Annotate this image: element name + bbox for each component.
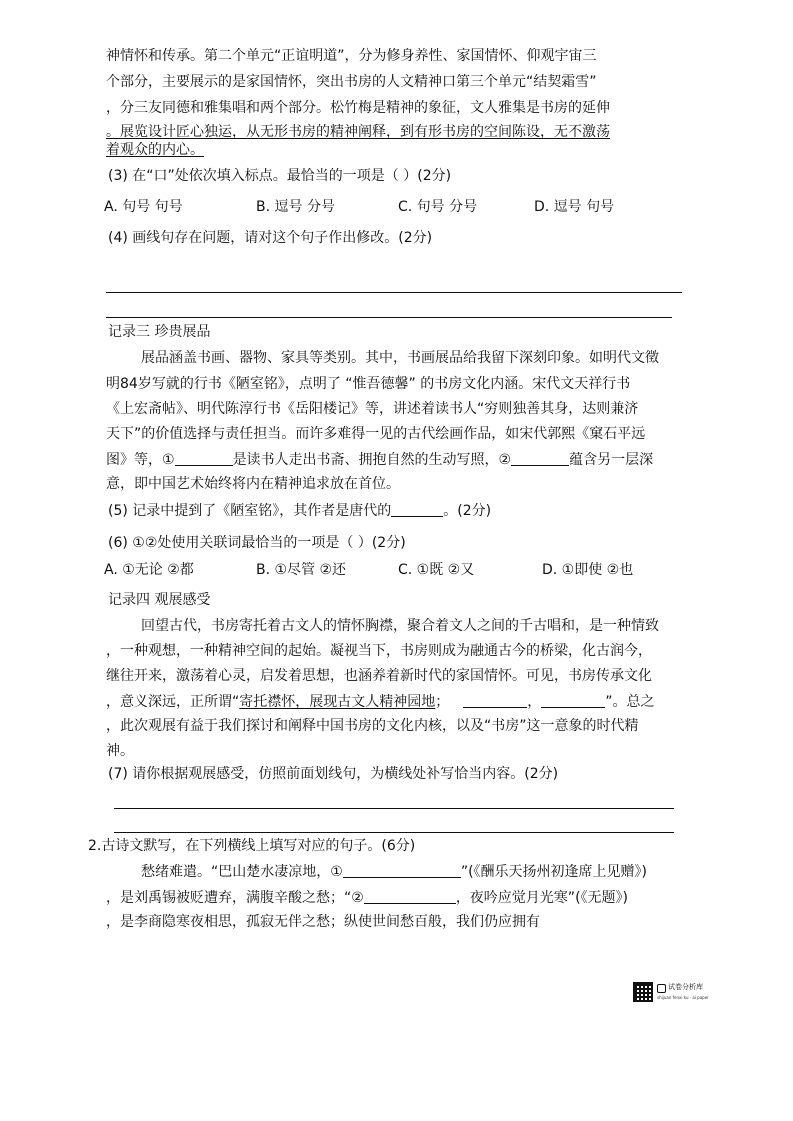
passage-line: 展品涵盖书画、器物、家具等类别。其中，书画展品给我留下深刻印象。如明代文徵	[141, 350, 659, 366]
underlined-sentence-end: 着观众的内心。	[106, 142, 204, 158]
q5-blank[interactable]	[391, 502, 443, 517]
passage-line: 《上宏斋帖》、明代陈淳行书《岳阳楼记》等，讲述着读书人“穷则独善其身，达则兼济	[106, 401, 639, 417]
q6-option-a: A. ①无论 ②都	[104, 562, 194, 578]
fill-blank-1[interactable]	[175, 451, 233, 466]
passage-line: ，分三友同德和雅集唱和两个部分。松竹梅是精神的象征，文人雅集是书房的延伸	[106, 100, 610, 116]
q6-option-b: B. ①尽管 ②还	[256, 562, 347, 578]
semicolon: ；	[435, 694, 450, 710]
q5-score: 。(2分)	[443, 503, 492, 519]
passage-line: ，一种观想，一种精神空间的起始。凝视当下，书房则成为融通古今的桥梁，化古润今，	[106, 643, 652, 659]
answer-line	[114, 808, 674, 809]
comma: ，	[527, 694, 542, 710]
q3-option-b: B. 逗号 分号	[256, 199, 335, 215]
fill-blank-4[interactable]	[541, 693, 605, 708]
passage-line-blanks	[106, 693, 655, 710]
passage-line: ，此次观展有益于我们探讨和阐释中国书房的文化内核，以及“书房”这一意象的时代精	[106, 718, 639, 734]
poetry-line	[106, 889, 628, 906]
quote-open: ，意义深远，正所谓“	[106, 694, 240, 710]
passage-line: 意，即中国艺术始终将内在精神追求放在首位。	[106, 476, 400, 492]
passage-line: 回望古代，书房寄托着古文人的情怀胸襟，聚合着文人之间的千古唱和，是一种情致	[141, 618, 659, 634]
blank-2-prefix: 是读书人走出书斋、拥抱自然的生动写照，②	[232, 452, 512, 468]
question-7: (7) 请你根据观展感受，仿照前面划线句，为横线处补写恰当内容。(2分)	[108, 766, 559, 782]
qr-code-icon	[633, 982, 653, 1002]
answer-line	[106, 317, 672, 318]
logo-icon	[657, 984, 666, 993]
q6-option-d: D. ①即使 ②也	[542, 562, 634, 578]
poem-1-prefix: 愁绪难遣。“巴山楚水凄凉地，①	[141, 864, 343, 880]
poem-2-prefix: ，是刘禹锡被贬遭弃，满腹辛酸之愁；“②	[106, 890, 364, 906]
question-5	[108, 502, 491, 519]
blank-1-prefix: 图》等，①	[106, 452, 175, 468]
answer-line	[106, 292, 682, 293]
record-4-title: 记录四 观展感受	[108, 592, 211, 608]
q3-option-c: C. 句号 分号	[398, 199, 478, 215]
watermark-subtitle: shijuan fenxi ku · ai paper	[657, 995, 709, 1000]
passage-line: 个部分，主要展示的是家国情怀，突出书房的人文精神口第三个单元“结契霜雪”	[106, 74, 597, 90]
watermark-brand: 试卷分析库	[668, 983, 703, 991]
section-2-title: 2.古诗文默写，在下列横线上填写对应的句子。(6分)	[88, 838, 416, 854]
passage-line: 天下”的价值选择与责任担当。而许多难得一见的古代绘画作品，如宋代郭熙《窠石平远	[106, 426, 646, 442]
q3-option-d: D. 逗号 句号	[534, 199, 615, 215]
q3-option-a: A. 句号 句号	[104, 199, 183, 215]
passage-line: 明84岁写就的行书《陋室铭》，点明了 “惟吾德馨” 的书房文化内涵。宋代文天祥行书	[106, 376, 631, 392]
question-4: (4) 画线句存在问题，请对这个句子作出修改。(2分)	[108, 230, 433, 246]
poem-1-source: ”(《酬乐天扬州初逢席上见赠》)	[460, 864, 647, 880]
answer-line	[114, 832, 674, 833]
fill-blank-2[interactable]	[511, 451, 569, 466]
poem-blank-1[interactable]	[343, 863, 461, 878]
poem-blank-2[interactable]	[364, 889, 456, 904]
passage-line: 继往开来，激荡着心灵，启发着思想，也涵养着新时代的家国情怀。可见，书房传承文化	[106, 668, 652, 684]
fill-blank-3[interactable]	[463, 693, 527, 708]
passage-line-blanks	[106, 451, 653, 468]
q5-text: (5) 记录中提到了《陋室铭》，其作者是唐代的	[108, 503, 392, 519]
underlined-sentence: 。展览设计匠心独运，从无形书房的精神阐释，到有形书房的空间陈设，无不激荡	[106, 124, 610, 140]
passage-line: 神。	[106, 743, 134, 759]
underlined-example: 寄托襟怀，展现古文人精神园地	[239, 694, 436, 710]
record-3-title: 记录三 珍贵展品	[108, 324, 211, 340]
poetry-line: ，是李商隐寒夜相思，孤寂无伴之愁；纵使世间愁百般，我们仍应拥有	[106, 914, 540, 930]
passage-line: 神情怀和传承。第二个单元“正谊明道”，分为修身养性、家国情怀、仰观宇宙三	[106, 48, 597, 64]
poetry-line	[141, 863, 647, 880]
question-3: (3) 在“口”处依次填入标点。最恰当的一项是（ ）(2分)	[108, 168, 452, 184]
question-6: (6) ①②处使用关联词最恰当的一项是（ ）(2分)	[108, 535, 406, 551]
poem-2-source: ，夜吟应觉月光寒”(《无题》)	[455, 890, 628, 906]
q6-option-c: C. ①既 ②又	[398, 562, 475, 578]
quote-close: ”。总之	[605, 694, 655, 710]
blank-2-suffix: 蕴含另一层深	[569, 452, 654, 468]
